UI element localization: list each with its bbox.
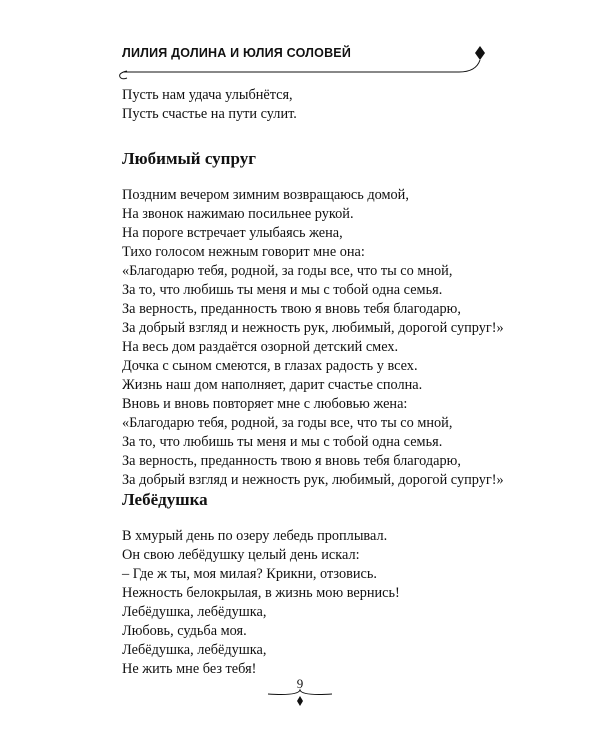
poem-line: Любовь, судьба моя. bbox=[122, 623, 247, 639]
poem-line: – Где ж ты, моя милая? Крикни, отзовись. bbox=[122, 566, 377, 582]
poem-line: За верность, преданность твою я вновь тебя благодарю, bbox=[122, 453, 461, 469]
poem-line: За добрый взгляд и нежность рук, любимый, дорогой супруг!» bbox=[122, 320, 504, 336]
poem-line: Нежность белокрылая, в жизнь мою вернись! bbox=[122, 585, 400, 601]
intro-stanza bbox=[122, 86, 502, 124]
poem-line: Вновь и вновь повторяет мне с любовью жена: bbox=[122, 396, 408, 412]
poem-line: На пороге встречает улыбаясь жена, bbox=[122, 225, 343, 241]
poem-line: Поздним вечером зимним возвращаюсь домой, bbox=[122, 187, 409, 203]
poem-title: Любимый супруг bbox=[122, 149, 256, 168]
footer-ornament-icon bbox=[260, 672, 340, 712]
poem-line: За то, что любишь ты меня и мы с тобой одна семья. bbox=[122, 434, 443, 450]
poem-title: Лебёдушка bbox=[122, 490, 208, 509]
poem-line: Тихо голосом нежным говорит мне она: bbox=[122, 244, 365, 260]
poem-line: «Благодарю тебя, родной, за годы все, что ты со мной, bbox=[122, 415, 453, 431]
poem-line: Дочка с сыном смеются, в глазах радость у всех. bbox=[122, 358, 418, 374]
poem-line: Пусть нам удача улыбнётся, bbox=[122, 87, 293, 103]
poem-line: За верность, преданность твою я вновь тебя благодарю, bbox=[122, 301, 461, 317]
running-header: ЛИЛИЯ ДОЛИНА И ЮЛИЯ СОЛОВЕЙ bbox=[122, 46, 352, 60]
poem-line: На звонок нажимаю посильнее рукой. bbox=[122, 206, 354, 222]
poem-line: На весь дом раздаётся озорной детский смех. bbox=[122, 339, 399, 355]
poem-line: Лебёдушка, лебёдушка, bbox=[122, 604, 267, 620]
poem-line: «Благодарю тебя, родной, за годы все, что ты со мной, bbox=[122, 263, 453, 279]
poem-body bbox=[122, 186, 502, 490]
page-footer bbox=[260, 672, 340, 712]
poem-line: Жизнь наш дом наполняет, дарит счастье сполна. bbox=[122, 377, 423, 393]
poem-line: Не жить мне без тебя! bbox=[122, 661, 257, 677]
poem-line: В хмурый день по озеру лебедь проплывал. bbox=[122, 528, 388, 544]
header-ornament-icon bbox=[114, 44, 494, 84]
poem-line: За то, что любишь ты меня и мы с тобой одна семья. bbox=[122, 282, 443, 298]
poem-line: Пусть счастье на пути сулит. bbox=[122, 106, 297, 122]
page-number: 9 bbox=[296, 676, 304, 691]
poem-line: Лебёдушка, лебёдушка, bbox=[122, 642, 267, 658]
poem-body bbox=[122, 527, 502, 679]
poem-line: Он свою лебёдушку целый день искал: bbox=[122, 547, 360, 563]
poem-line: За добрый взгляд и нежность рук, любимый, дорогой супруг!» bbox=[122, 472, 504, 488]
